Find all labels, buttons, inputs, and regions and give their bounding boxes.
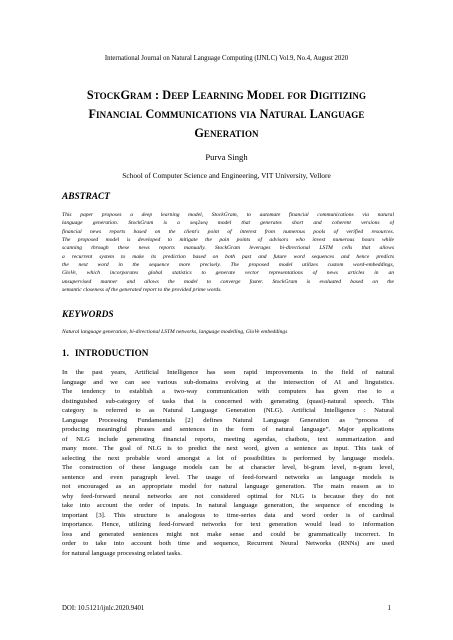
section-title-rest: NTRODUCTION bbox=[78, 348, 149, 358]
intro-line: for natural language processing related tasks. bbox=[62, 549, 182, 557]
title-line: StockGram : Deep Learning Model for Digitizing bbox=[86, 88, 367, 102]
introduction-body bbox=[62, 368, 394, 558]
intro-line: many more. The goal of NLG is to predict the next word, given a sentence as input. This task of bbox=[62, 445, 394, 452]
section-heading-introduction bbox=[62, 348, 148, 358]
intro-line: take into account the order of inputs. In natural language generation, the sequence of encoding is bbox=[62, 502, 394, 509]
intro-line: The tendency to establish a two-way communication with computers has given rise to a bbox=[62, 388, 394, 395]
section-number: 1. bbox=[62, 348, 69, 358]
intro-line: loss and generated sentences might not make sense and could be grammatically incorrect. In bbox=[62, 530, 394, 538]
abstract-line: unsupervised manner and allows the model to converge faster. StockGram is evaluated based on the bbox=[62, 278, 394, 285]
intro-line: producing meaningful phrases and sentences in the form of natural language”. Major applications bbox=[62, 426, 394, 433]
abstract-body bbox=[62, 211, 394, 294]
abstract-line: GloVe, which incorporates global statistics to generate vector representations of news articles in an bbox=[62, 270, 394, 277]
abstract-line: financial news reports based on the client's point of interest from numerous pools of verified resources. bbox=[62, 228, 394, 235]
intro-line: language and we can see various sub-domains evolving at the intersection of AI and linguistics. bbox=[62, 378, 394, 386]
title-line: Financial Communications via Natural Language bbox=[88, 107, 365, 121]
abstract-line: The proposed model is developed to mitigate the pain points of advisors who invest numerous hours while bbox=[62, 237, 394, 244]
intro-line: Language Processing Fundamentals [2] defines Natural Language Generation as “process of bbox=[62, 416, 394, 424]
paper-title bbox=[50, 86, 403, 143]
abstract-line: semantic closeness of the generated report to the provided prime words. bbox=[62, 287, 222, 294]
page-number: 1 bbox=[387, 605, 391, 612]
abstract-line: language generation. StockGram is a seq2seq model that generates short and coherent versions of bbox=[62, 220, 394, 227]
intro-line: order to take into account both time and sequence, Recurrent Neural Networks (RNNs) are used bbox=[62, 540, 394, 547]
abstract-line: This paper proposes a deep learning model, StockGram, to automate financial communications via natural bbox=[62, 212, 394, 218]
intro-line: important [3]. This structure is analogous to time-series data and word order is of cardinal bbox=[62, 511, 394, 519]
abstract-line: scanning through these news reports manually. StockGram leverages bi-directional LSTM cells that allows bbox=[62, 245, 394, 252]
intro-line: selecting the next probable word amongst a lot of possibilities is performed by language models. bbox=[62, 454, 394, 462]
section-title-initial: I bbox=[74, 348, 79, 358]
intro-line: The construction of these language models can be at character level, bi-gram level, n-gram level, bbox=[62, 464, 394, 471]
intro-line: In the past years, Artificial Intelligence has seen rapid improvements in the field of natural bbox=[62, 369, 394, 376]
intro-line: not encouraged as an appropriate model for natural language generation. The main reason as to bbox=[62, 483, 394, 490]
intro-line: category is referred to as Natural Language Generation (NLG). Artificial Intelligence : Natural bbox=[62, 407, 394, 414]
intro-line: distinguished sub-category of tasks that is concerned with generating (quasi)-natural speech. This bbox=[62, 397, 394, 405]
journal-header: International Journal on Natural Language Computing (IJNLC) Vol.9, No.4, August 2020 bbox=[104, 55, 349, 62]
intro-line: of NLG include generating financial reports, meeting agendas, chatbots, text summarization and bbox=[62, 435, 394, 443]
author-name: Purva Singh bbox=[205, 152, 248, 162]
intro-line: why feed-forward neural networks are not considered optimal for NLG is because they do not bbox=[62, 492, 394, 500]
intro-line: sentence and even paragraph level. The usage of feed-forward networks as language models is bbox=[62, 473, 394, 481]
intro-line: importance. Hence, utilizing feed-forward networks for text generation would lead to information bbox=[62, 521, 394, 528]
abstract-line: the next word in the sequence more precisely. The proposed model utilizes custom word-embeddings, bbox=[62, 262, 394, 269]
keywords-heading: KEYWORDS bbox=[62, 310, 114, 320]
abstract-heading: ABSTRACT bbox=[62, 192, 110, 202]
footer-doi: DOI: 10.5121/ijnlc.2020.9401 bbox=[62, 605, 145, 612]
keywords-text: Natural language generation, bi-directional LSTM networks, language modelling, GloVe embeddings bbox=[62, 329, 288, 335]
title-line: Generation bbox=[194, 126, 259, 140]
author-affiliation: School of Computer Science and Engineering, VIT University, Vellore bbox=[122, 171, 331, 180]
abstract-line: a recurrent system to make its prediction based on both past and future word sequences and hence predicts bbox=[62, 253, 394, 260]
